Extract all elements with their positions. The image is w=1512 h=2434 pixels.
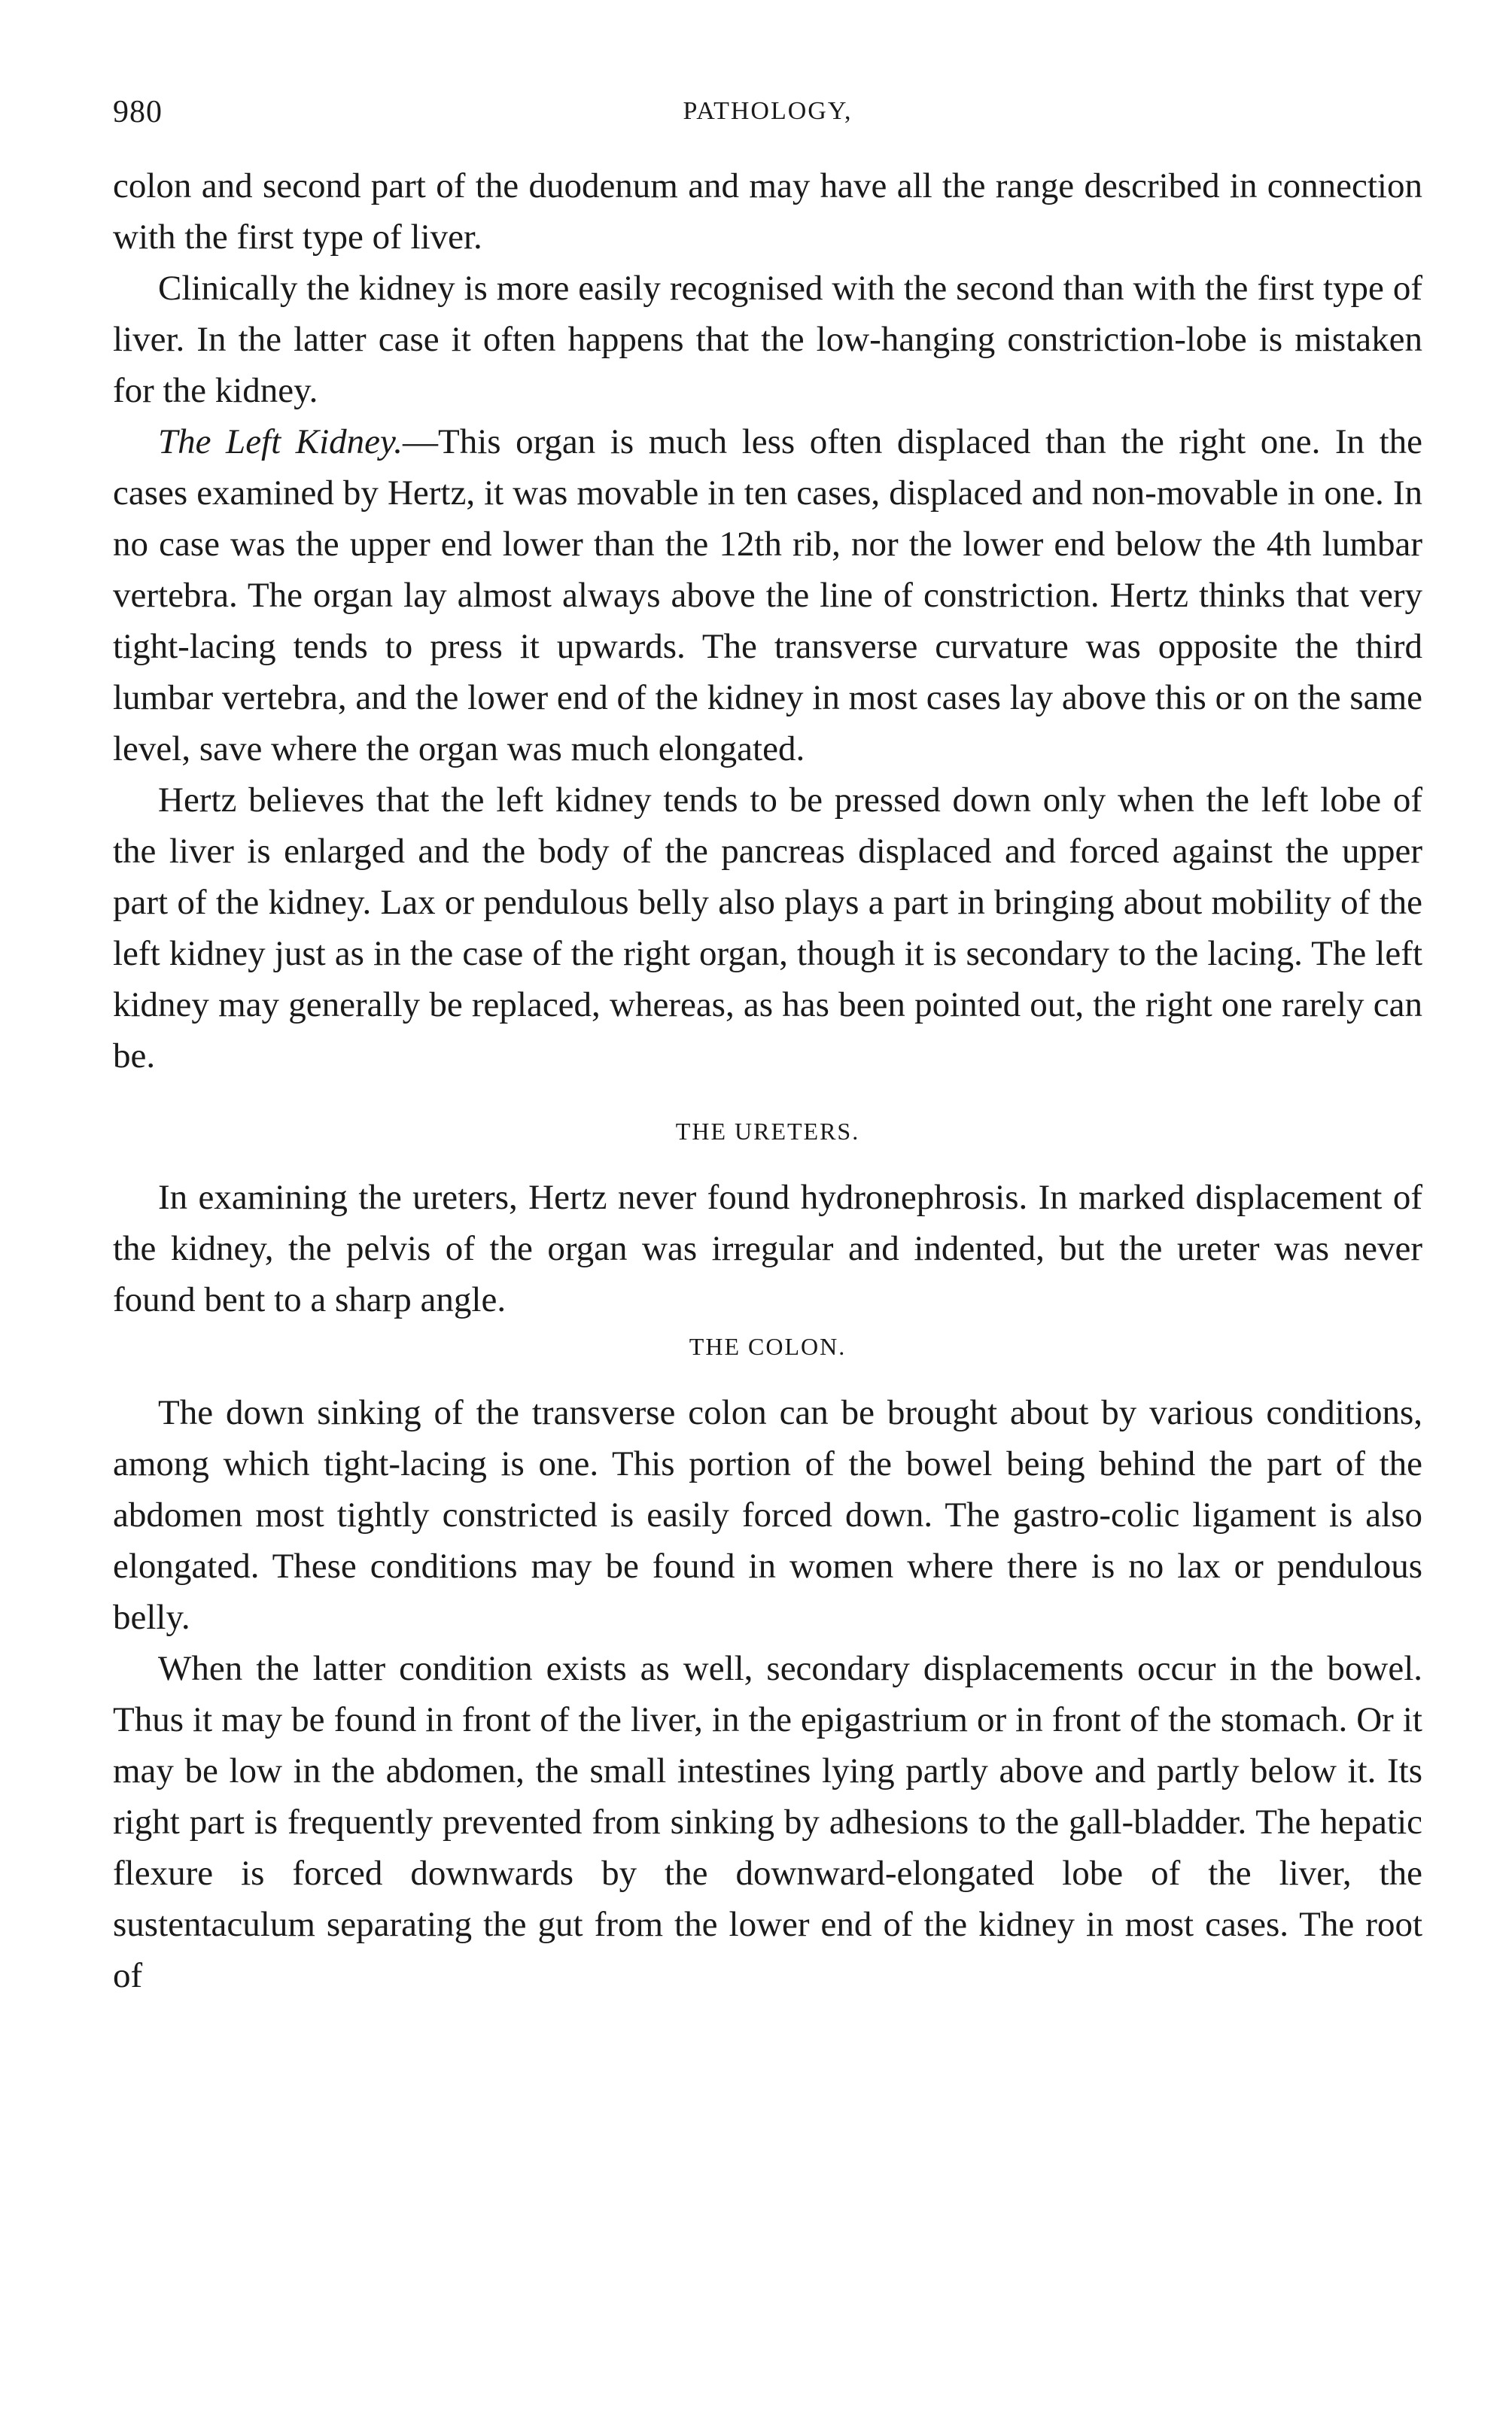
paragraph-continuation: colon and second part of the duodenum and may have all the range described in connection with the first type of liver.: [113, 166, 1422, 257]
paragraph-colon-2: When the latter condition exists as well, secondary displacements occur in the bowel. Thus it may be found in front of the liver, in the epigastrium or in front of the stomach. Or it may be low in the abdomen, the small intestines lying partly above and partly below it. Its right part is frequently prevented from sinking by adhesions to the gall-bladder. The hepatic flexure is forced downwards by the downward-elongated lobe of the liver, the sustentaculum separating the gut from the lower end of the kidney in most cases. The root of: [113, 1649, 1422, 1995]
paragraph-clinical: Clinically the kidney is more easily recognised with the second than with the first type of liver. In the latter case it often happens that the low-hanging constriction-lobe is mistaken for the kidney.: [113, 269, 1422, 410]
running-head: [113, 94, 1422, 139]
running-title: PATHOLOGY,: [683, 97, 853, 125]
paragraph-hertz: Hertz believes that the left kidney tends to be pressed down only when the left lobe of the liver is enlarged and the body of the pancreas displaced and forced against the upper part of the kidney. Lax or pendulous belly also plays a part in bringing about mobility of the left kidney just as in the case of the right organ, though it is secondary to the lacing. The left kidney may generally be replaced, whereas, as has been pointed out, the right one rarely can be.: [113, 780, 1422, 1076]
page-number: 980: [113, 95, 163, 129]
paragraph-left-kidney: [113, 416, 1422, 774]
paragraph-left-kidney-body: —This organ is much less often displaced than the right one. In the cases examined by Hertz, it was movable in ten cases, displaced and non-movable in one. In no case was the upper end lower than the 12th rib, nor the lower end below the 4th lumbar vertebra. The organ lay almost always above the line of constriction. Hertz thinks that very tight-lacing tends to press it upwards. The transverse curvature was opposite the third lumbar vertebra, and the lower end of the kidney in most cases lay above this or on the same level, save where the organ was much elongated.: [113, 422, 1422, 768]
paragraph-colon-1: The down sinking of the transverse colon can be brought about by various conditions, among which tight-lacing is one. This portion of the bowel being behind the part of the abdomen most tightly constricted is easily forced down. The gastro-colic ligament is also elongated. These conditions may be found in women where there is no lax or pendulous belly.: [113, 1393, 1422, 1637]
heading-colon: THE COLON.: [689, 1333, 847, 1360]
paragraph-ureters: In examining the ureters, Hertz never found hydronephrosis. In marked displacement of the kidney, the pelvis of the organ was irregular and indented, but the ureter was never found bent to a sharp angle.: [113, 1178, 1422, 1319]
book-page: [113, 94, 1422, 2001]
heading-ureters: THE URETERS.: [675, 1118, 860, 1145]
section-title-left-kidney: The Left Kidney.: [158, 422, 403, 461]
